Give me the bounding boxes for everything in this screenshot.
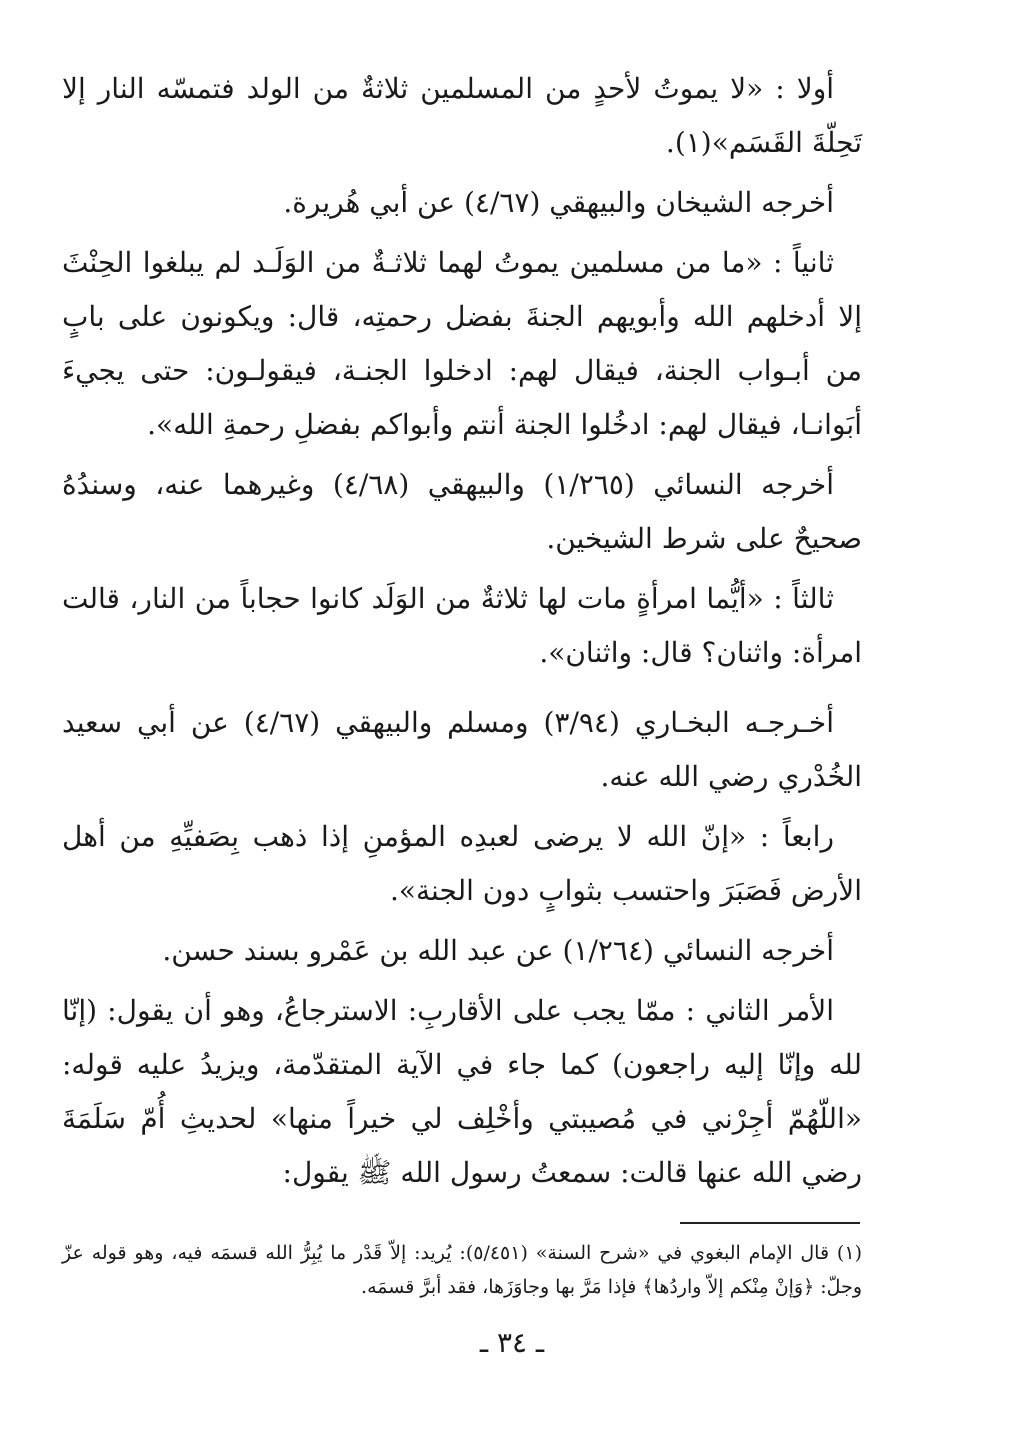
- paragraph-fourth-hadith: رابعاً : «إنّ الله لا يرضى لعبدِه المؤمنِ إذا ذهب بِصَفيِّهِ من أهل الأرض فَصَبَرَ واحتسب بثوابٍ دون الجنة».: [62, 820, 862, 907]
- paragraph-second-source: أخرجه النسائي (١/٢٦٥) والبيهقي (٤/٦٨) وغيرهما عنه، وسندُهُ صحيحٌ على شرط الشيخين.: [62, 468, 862, 555]
- paragraph-spacer: [62, 686, 862, 696]
- paragraph-first-hadith: أولا : «لا يموتُ لأحدٍ من المسلمين ثلاثةٌ من الولد فتمسّه النار إلا تَحِلّةَ القَسَم»(١).: [62, 72, 862, 159]
- footnote-item: (١) قال الإمام البغوي في «شرح السنة» (٥/٤٥١): يُريد: إلاّ قَدْر ما يُبِرُّ الله قسمَه فيه، وهو قوله عزّ وجلّ: ﴿وَإنْ مِنْكم إلاّ واردُها﴾ فإذا مَرَّ بها وجاوَزَها، فقد أبرَّ قسمَه.: [62, 1242, 862, 1298]
- paragraph-third-hadith: ثالثاً : «أيُّما امرأةٍ مات لها ثلاثةٌ من الوَلَد كانوا حجاباً من النار، قالت امرأة: واثنان؟ قال: واثنان».: [62, 582, 862, 669]
- footnote-divider: [680, 1222, 860, 1224]
- page-number: ـ ٣٤ ـ: [479, 1326, 545, 1359]
- footnotes: [62, 1236, 862, 1304]
- paragraph-first-source: أخرجه الشيخان والبيهقي (٤/٦٧) عن أبي هُريرة.: [283, 186, 834, 219]
- page-body: [62, 62, 862, 1206]
- paragraph-third-source: أخـرجـه البخـاري (٣/٩٤) ومسلم والبيهقي (٤/٦٧) عن أبي سعيد الخُدْري رضي الله عنه.: [62, 706, 862, 793]
- paragraph-second-matter: الأمر الثاني : ممّا يجب على الأقاربِ: الاسترجاعُ، وهو أن يقول: (إنّا لله وإنّا إليه راجعون) كما جاء في الآية المتقدّمة، ويزيدُ عليه قوله: «اللّهُمّ أجِرْني في مُصيبتي وأخْلِف لي خيراً منها» لحديثِ أُمّ سَلَمَةَ رضي الله عنها قالت: سمعتُ رسول الله ﷺ يقول:: [62, 994, 862, 1189]
- paragraph-second-hadith: ثانياً : «ما من مسلمين يموتُ لهما ثلاثـةٌ من الوَلَـد لم يبلغوا الحِنْثَ إلا أدخلهم الله وأبويهم الجنةَ بفضل رحمتِه، قال: ويكونون على بابٍ من أبـواب الجنة، فيقال لهم: ادخلوا الجنـة، فيقولـون: حتى يجيءَ أبَوانـا، فيقال لهم: ادخُلوا الجنة أنتم وأبواكم بفضلِ رحمةِ الله».: [62, 246, 862, 441]
- paragraph-fourth-source: أخرجه النسائي (١/٢٦٤) عن عبد الله بن عَمْرو بسند حسن.: [162, 934, 834, 967]
